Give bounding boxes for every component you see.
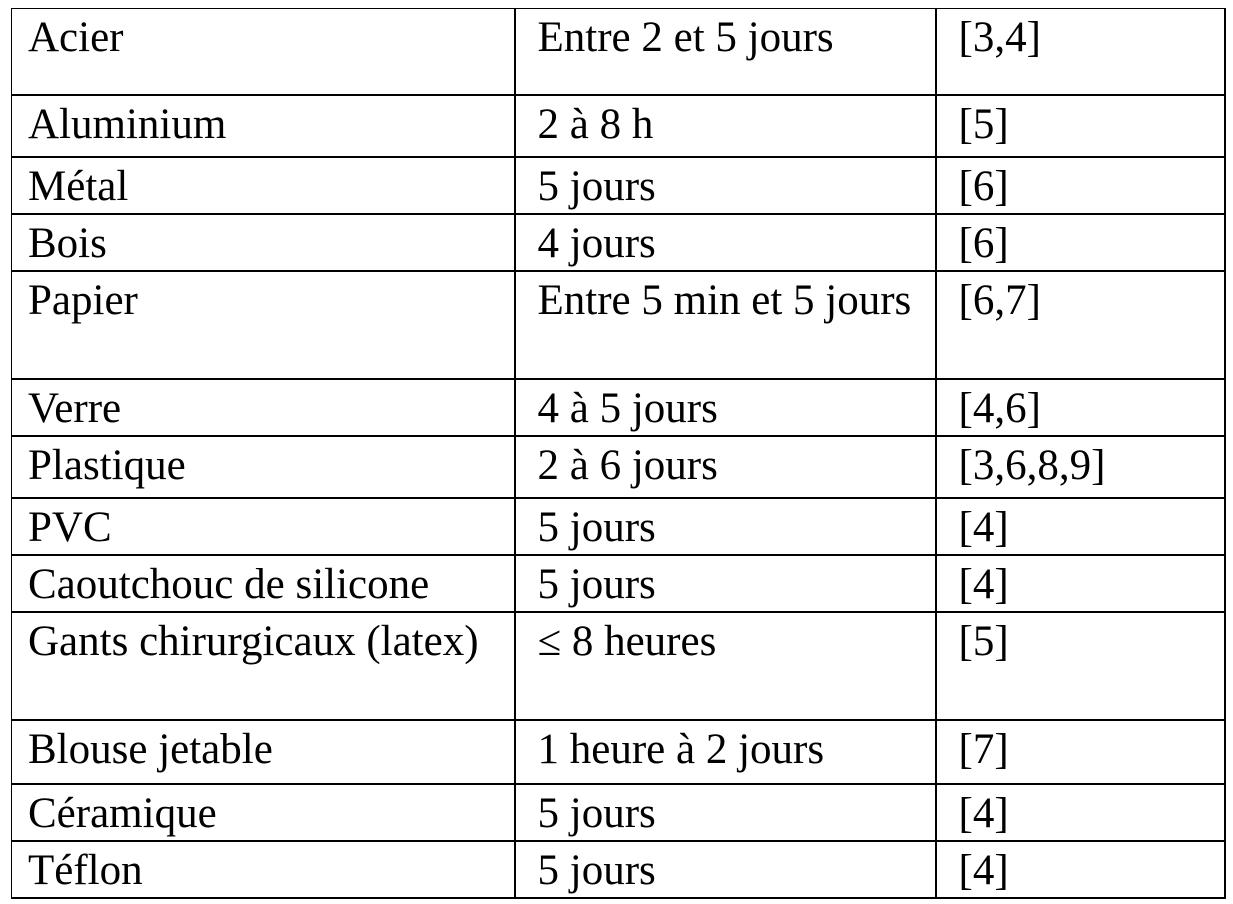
duration-cell: 5 jours — [515, 498, 936, 555]
table-row — [12, 436, 1225, 498]
duration-cell: Entre 2 et 5 jours — [515, 9, 936, 95]
table-row — [12, 841, 1225, 898]
reference-cell: [6,7] — [936, 271, 1225, 379]
duration-cell: 5 jours — [515, 157, 936, 214]
reference-cell: [4] — [936, 555, 1225, 612]
material-cell: Gants chirurgicaux (latex) — [12, 612, 515, 720]
duration-cell: 5 jours — [515, 784, 936, 841]
material-cell: Aluminium — [12, 95, 515, 157]
table-row — [12, 9, 1225, 95]
duration-cell: ≤ 8 heures — [515, 612, 936, 720]
persistence-table — [11, 8, 1226, 899]
duration-cell: Entre 5 min et 5 jours — [515, 271, 936, 379]
material-cell: Métal — [12, 157, 515, 214]
table-body — [12, 9, 1225, 898]
table-row — [12, 555, 1225, 612]
duration-cell: 2 à 6 jours — [515, 436, 936, 498]
material-cell: Plastique — [12, 436, 515, 498]
reference-cell: [7] — [936, 720, 1225, 784]
material-cell: Blouse jetable — [12, 720, 515, 784]
reference-cell: [6] — [936, 157, 1225, 214]
reference-cell: [4] — [936, 784, 1225, 841]
reference-cell: [4,6] — [936, 379, 1225, 436]
material-cell: Céramique — [12, 784, 515, 841]
reference-cell: [3,6,8,9] — [936, 436, 1225, 498]
duration-cell: 2 à 8 h — [515, 95, 936, 157]
reference-cell: [5] — [936, 612, 1225, 720]
duration-cell: 5 jours — [515, 841, 936, 898]
material-cell: Verre — [12, 379, 515, 436]
table-row — [12, 498, 1225, 555]
table-row — [12, 784, 1225, 841]
table-row — [12, 379, 1225, 436]
table-row — [12, 612, 1225, 720]
reference-cell: [6] — [936, 214, 1225, 271]
duration-cell: 4 à 5 jours — [515, 379, 936, 436]
reference-cell: [4] — [936, 498, 1225, 555]
duration-cell: 1 heure à 2 jours — [515, 720, 936, 784]
table-row — [12, 157, 1225, 214]
table-row — [12, 95, 1225, 157]
reference-cell: [5] — [936, 95, 1225, 157]
material-cell: Acier — [12, 9, 515, 95]
material-cell: Bois — [12, 214, 515, 271]
table-row — [12, 720, 1225, 784]
material-cell: Papier — [12, 271, 515, 379]
material-cell: PVC — [12, 498, 515, 555]
reference-cell: [3,4] — [936, 9, 1225, 95]
table-row — [12, 271, 1225, 379]
duration-cell: 5 jours — [515, 555, 936, 612]
reference-cell: [4] — [936, 841, 1225, 898]
material-cell: Téflon — [12, 841, 515, 898]
duration-cell: 4 jours — [515, 214, 936, 271]
table-row — [12, 214, 1225, 271]
material-cell: Caoutchouc de silicone — [12, 555, 515, 612]
